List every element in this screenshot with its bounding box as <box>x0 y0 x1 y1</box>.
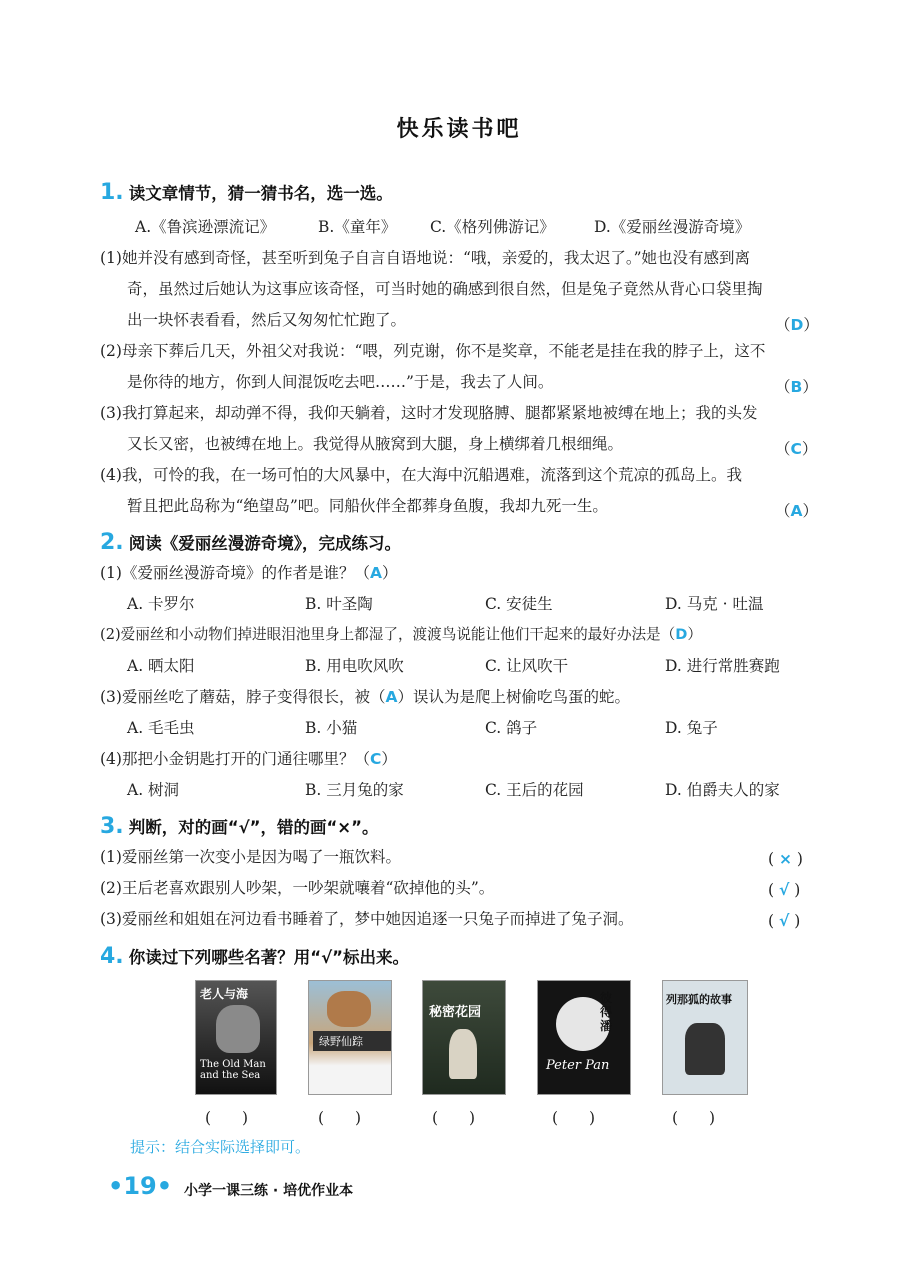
book-title: 彼得潘 <box>600 991 613 1033</box>
option: B.《童年》 <box>318 218 397 236</box>
judgement-item: (2)王后老喜欢跟别人吵架，一吵架就嚷着“砍掉他的头”。 <box>100 879 495 897</box>
option: A. 毛毛虫 <box>127 719 195 737</box>
passage-line: 是你待的地方，你到人间混饭吃去吧……”于是，我去了人间。 <box>127 373 554 391</box>
page-number: •19• <box>108 1172 173 1200</box>
question-number: 2. <box>100 530 124 555</box>
option: C. 安徒生 <box>485 595 553 613</box>
characters-illustration <box>327 991 371 1027</box>
girl-illustration <box>449 1029 477 1079</box>
book-cover-secret-garden <box>422 980 506 1095</box>
question-number: 1. <box>100 180 124 205</box>
answer: A <box>369 564 382 582</box>
question-4-header <box>100 944 409 969</box>
question-prompt: 判断，对的画“√”，错的画“×”。 <box>128 818 379 837</box>
question-prompt: 读文章情节，猜一猜书名，选一选。 <box>128 184 393 203</box>
passage-line: 奇，虽然过后她认为这事应该奇怪，可当时她的确感到很自然，但是兔子竟然从背心口袋里掏 <box>127 280 763 298</box>
question-2-header <box>100 530 401 555</box>
option: B. 叶圣陶 <box>305 595 373 613</box>
passage-line: (2)母亲下葬后几天，外祖父对我说：“喂，列克谢，你不是奖章，不能老是挂在我的脖子上，这不 <box>100 342 766 360</box>
fox-illustration <box>685 1023 725 1075</box>
option: A. 树洞 <box>127 781 180 799</box>
question-number: 3. <box>100 814 124 839</box>
answer-blank: （B） <box>775 378 818 396</box>
answer: C <box>790 440 802 458</box>
option: D. 进行常胜赛跑 <box>665 657 780 675</box>
passage-line: 出一块怀表看看，然后又匆匆忙忙跑了。 <box>127 311 407 329</box>
option: B. 用电吹风吹 <box>305 657 404 675</box>
answer-blank: ( √ ) <box>768 912 801 930</box>
sub-question: (4)那把小金钥匙打开的门通往哪里？（C） <box>100 750 397 768</box>
option: D. 伯爵夫人的家 <box>665 781 780 799</box>
portrait-illustration <box>216 1005 260 1053</box>
check-blank[interactable]: ( ) <box>205 1109 249 1127</box>
question-3-header <box>100 814 378 839</box>
book-subtitle: The Old Man and the Sea <box>200 1059 266 1081</box>
answer-blank: （A） <box>775 502 819 520</box>
book-title: 秘密花园 <box>429 1005 482 1020</box>
answer: C <box>369 750 382 768</box>
judgement-item: (1)爱丽丝第一次变小是因为喝了一瓶饮料。 <box>100 848 401 866</box>
answer: A <box>385 688 398 706</box>
sub-question: (2)爱丽丝和小动物们掉进眼泪池里身上都湿了，渡渡鸟说能让他们干起来的最好办法是（D） <box>100 626 702 643</box>
sub-question: (1)《爱丽丝漫游奇境》的作者是谁？（A） <box>100 564 398 582</box>
book-subtitle: Peter Pan <box>546 1058 610 1073</box>
option: B. 小猫 <box>305 719 358 737</box>
book-cover-old-man-sea <box>195 980 277 1095</box>
option: C.《格列佛游记》 <box>430 218 555 236</box>
option: D.《爱丽丝漫游奇境》 <box>594 218 751 236</box>
book-cover-wizard-of-oz <box>308 980 392 1095</box>
question-prompt: 你读过下列哪些名著？用“√”标出来。 <box>128 948 409 967</box>
question-prompt: 阅读《爱丽丝漫游奇境》，完成练习。 <box>128 534 402 553</box>
answer: √ <box>778 881 790 899</box>
answer: D <box>675 626 688 643</box>
answer-blank: ( √ ) <box>768 881 801 899</box>
answer: D <box>790 316 804 334</box>
book-title: 绿野仙踪 <box>313 1031 391 1051</box>
option: C. 让风吹干 <box>485 657 569 675</box>
check-blank[interactable]: ( ) <box>552 1109 596 1127</box>
passage-line: (4)我，可怜的我，在一场可怕的大风暴中，在大海中沉船遇难，流落到这个荒凉的孤岛上。我 <box>100 466 742 484</box>
passage-line: 暂且把此岛称为“绝望岛”吧。同船伙伴全都葬身鱼腹，我却九死一生。 <box>127 497 608 515</box>
answer-blank: ( × ) <box>768 850 803 868</box>
book-title: 列那狐的故事 <box>666 993 732 1006</box>
passage-line: 又长又密，也被缚在地上。我觉得从腋窝到大腿，身上横绑着几根细绳。 <box>127 435 624 453</box>
option: A. 卡罗尔 <box>127 595 195 613</box>
book-cover-peter-pan <box>537 980 631 1095</box>
option: C. 王后的花园 <box>485 781 584 799</box>
question-1-header <box>100 180 393 205</box>
passage-line: (3)我打算起来，却动弹不得，我仰天躺着，这时才发现胳膊、腿都紧紧地被缚在地上；我的头发 <box>100 404 758 422</box>
option: A.《鲁滨逊漂流记》 <box>135 218 276 236</box>
page-title: 快乐读书吧 <box>396 117 522 142</box>
check-blank[interactable]: ( ) <box>672 1109 716 1127</box>
book-title: 老人与海 <box>200 987 249 1001</box>
answer-blank: （D） <box>775 316 819 334</box>
answer: B <box>790 378 803 396</box>
question-number: 4. <box>100 944 124 969</box>
answer: √ <box>778 912 790 930</box>
footer-book-title: 小学一课三练 · 培优作业本 <box>184 1183 354 1199</box>
option: B. 三月兔的家 <box>305 781 404 799</box>
answer-blank: （C） <box>775 440 818 458</box>
option: D. 马克 · 吐温 <box>665 595 764 613</box>
option: A. 晒太阳 <box>127 657 195 675</box>
check-blank[interactable]: ( ) <box>432 1109 476 1127</box>
sub-question: (3)爱丽丝吃了蘑菇，脖子变得很长，被（A）误认为是爬上树偷吃鸟蛋的蛇。 <box>100 688 630 706</box>
option: C. 鸽子 <box>485 719 538 737</box>
check-blank[interactable]: ( ) <box>318 1109 362 1127</box>
option: D. 兔子 <box>665 719 718 737</box>
answer: × <box>778 850 792 868</box>
passage-line: (1)她并没有感到奇怪，甚至听到兔子自言自语地说：“哦，亲爱的，我太迟了。”她也没有感到离 <box>100 249 751 267</box>
judgement-item: (3)爱丽丝和姐姐在河边看书睡着了，梦中她因追逐一只兔子而掉进了兔子洞。 <box>100 910 634 928</box>
answer: A <box>790 502 803 520</box>
book-cover-reynard-fox <box>662 980 748 1095</box>
hint-text: 提示：结合实际选择即可。 <box>130 1138 311 1156</box>
